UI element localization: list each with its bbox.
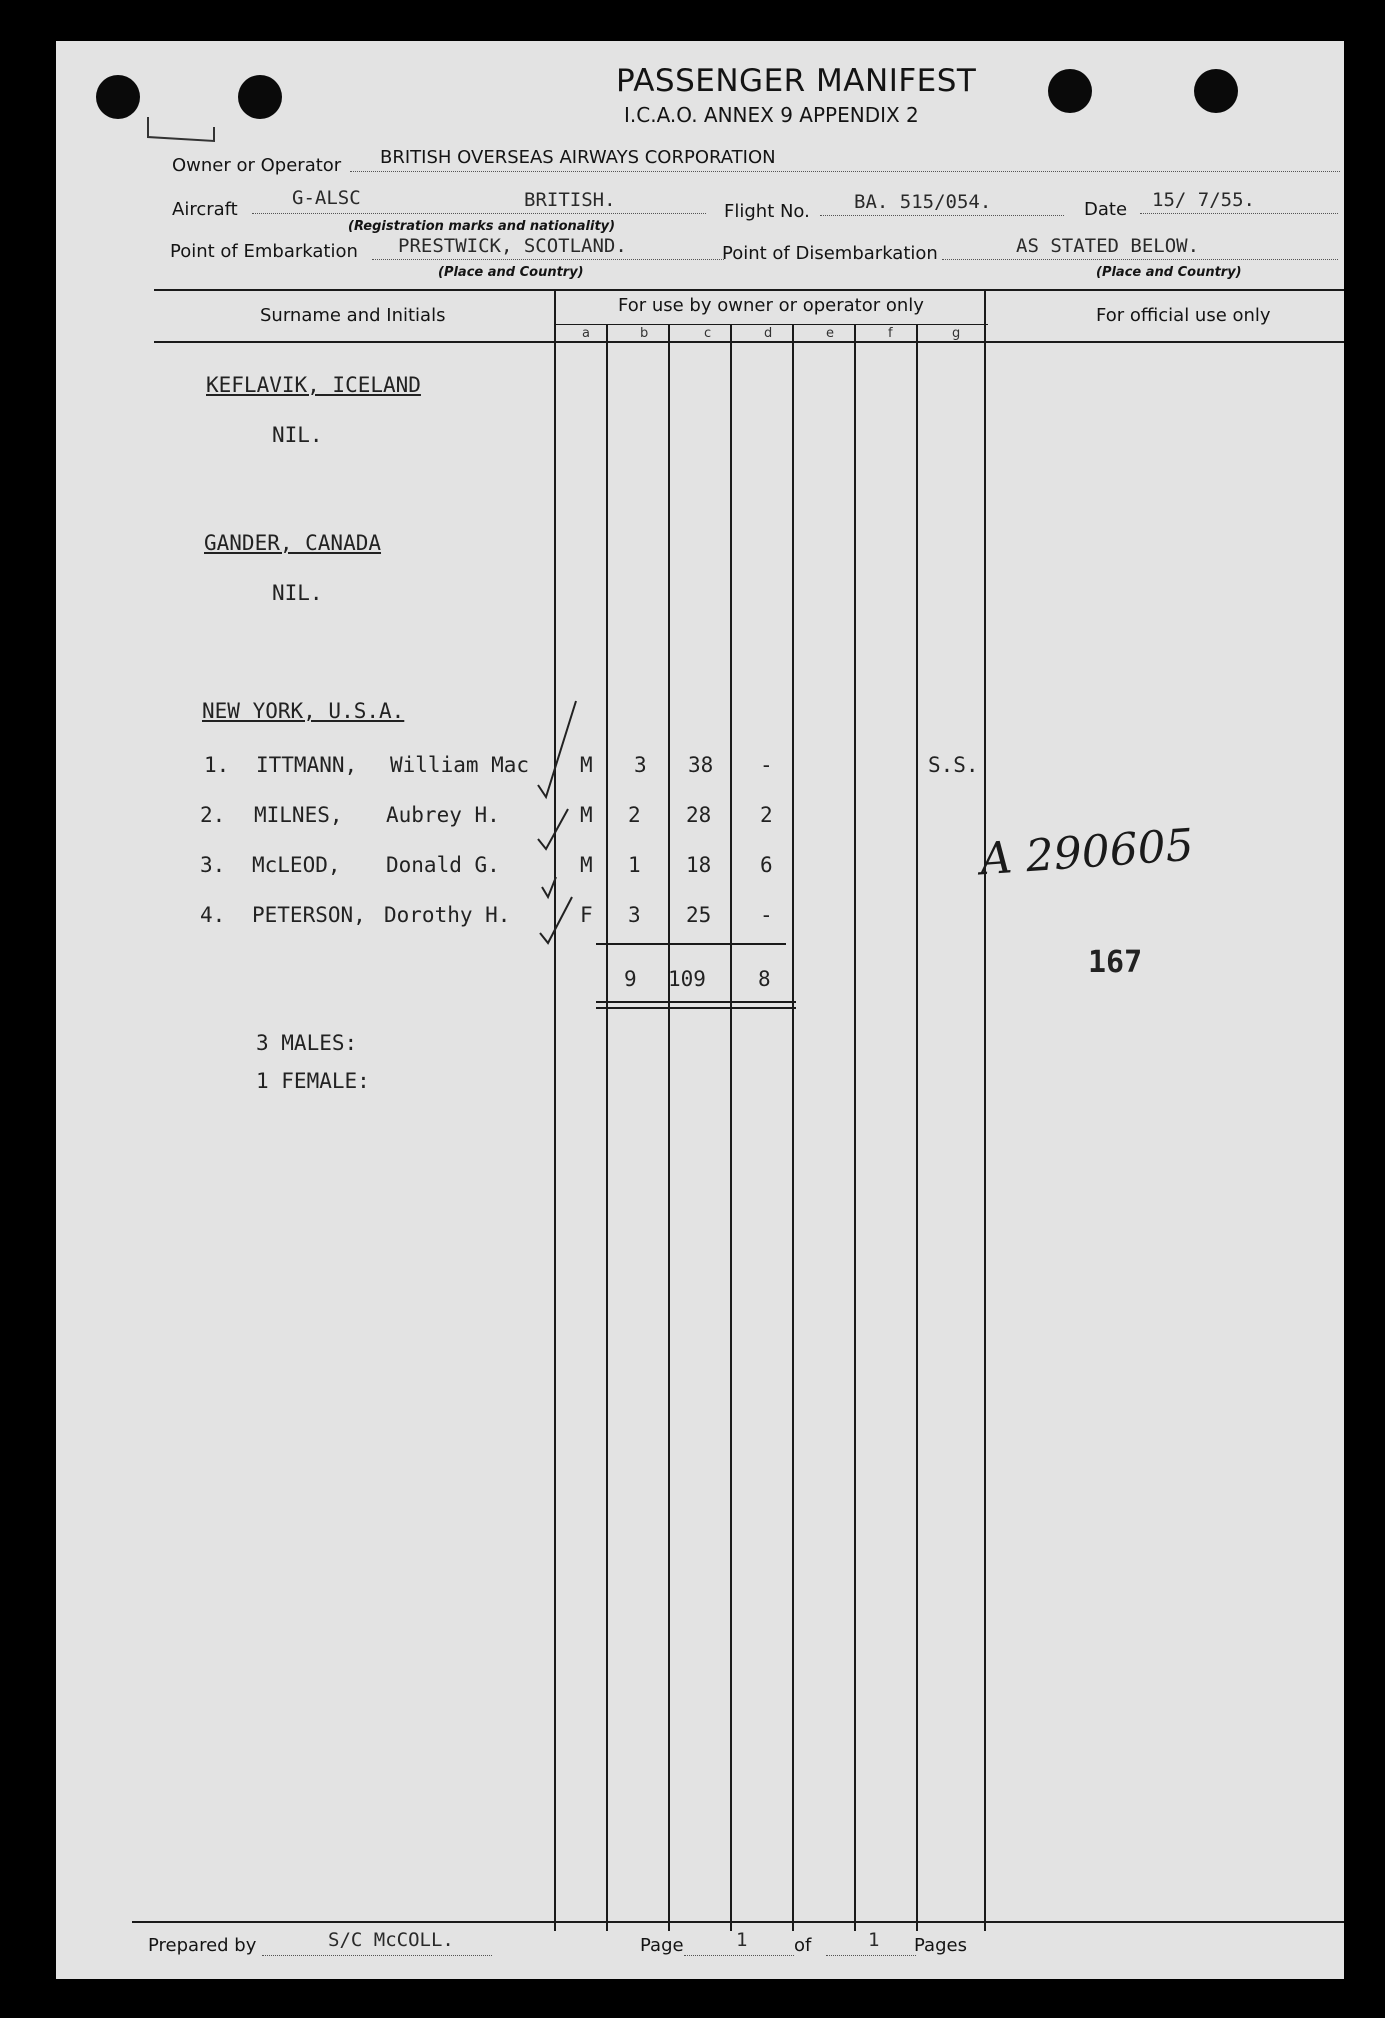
passenger-col-b: 3 (634, 753, 647, 777)
passenger-col-c: 28 (686, 803, 712, 827)
owner-dotline (350, 171, 1340, 172)
aircraft-nationality: BRITISH. (524, 189, 616, 211)
passenger-given-name: William Mac (390, 753, 530, 777)
table-header-rule (154, 341, 1344, 343)
section-note: NIL. (272, 581, 323, 605)
passenger-surname: MILNES, (254, 803, 343, 827)
passenger-col-g: S.S. (928, 753, 979, 777)
passenger-surname: ITTMANN, (256, 753, 358, 777)
total-col-d: 8 (758, 967, 771, 991)
prepared-by-label: Prepared by (148, 1935, 257, 1956)
column-rule (792, 324, 794, 1931)
column-rule (606, 324, 608, 1931)
punch-hole-icon (96, 75, 140, 119)
passenger-col-b: 2 (628, 803, 641, 827)
official-handwritten-number: A 290605 (978, 819, 1196, 886)
owner-use-header: For use by owner or operator only (618, 295, 924, 316)
flight-label: Flight No. (724, 201, 810, 222)
page-number: 1 (736, 1929, 748, 1951)
official-use-header: For official use only (1096, 305, 1271, 326)
passenger-surname: PETERSON, (252, 903, 366, 927)
passenger-col-d: - (760, 903, 773, 927)
date-dotline (1140, 213, 1338, 214)
passenger-col-c: 38 (688, 753, 714, 777)
disembarkation-dotline (942, 259, 1338, 260)
passenger-col-b: 3 (628, 903, 641, 927)
column-letter-b: b (640, 326, 649, 341)
embarkation-note: (Place and Country) (438, 265, 584, 280)
disembarkation-value: AS STATED BELOW. (1016, 235, 1200, 257)
column-letter-g: g (952, 326, 961, 341)
prepared-by-dotline (262, 1955, 492, 1956)
column-letter-d: d (764, 326, 773, 341)
section-place: NEW YORK, U.S.A. (202, 699, 405, 723)
passenger-sex: M (580, 803, 593, 827)
column-rule (730, 324, 732, 1931)
column-rule (668, 324, 670, 1931)
pages-label: Pages (914, 1935, 967, 1956)
section-note: NIL. (272, 423, 323, 447)
passenger-sex: M (580, 853, 593, 877)
page-label: Page (640, 1935, 684, 1956)
checkmark-icon (536, 697, 596, 947)
of-label: of (794, 1935, 812, 1956)
table-top-rule (154, 289, 1344, 291)
column-rule (916, 324, 918, 1931)
column-letter-a: a (582, 326, 590, 341)
passenger-number: 1. (204, 753, 230, 777)
disembarkation-note: (Place and Country) (1096, 265, 1242, 280)
passenger-col-b: 1 (628, 853, 641, 877)
footer-rule (132, 1921, 1344, 1923)
passenger-col-d: 6 (760, 853, 773, 877)
flight-dotline (820, 215, 1064, 216)
surname-header: Surname and Initials (260, 305, 446, 326)
embarkation-dotline (372, 259, 724, 260)
page-total-dotline (826, 1955, 916, 1956)
passenger-col-d: - (760, 753, 773, 777)
passenger-surname: McLEOD, (252, 853, 341, 877)
page-dotline (684, 1955, 794, 1956)
column-rule (984, 291, 986, 1931)
official-stamp-number: 167 (1088, 945, 1143, 980)
column-rule (554, 291, 556, 1931)
aircraft-note: (Registration marks and nationality) (348, 219, 616, 234)
column-letter-c: c (704, 326, 712, 341)
column-rule (854, 324, 856, 1931)
punch-hole-icon (1048, 69, 1092, 113)
passenger-col-c: 18 (686, 853, 712, 877)
totals-double-rule (596, 1007, 796, 1009)
totals-top-rule (596, 943, 786, 945)
date-value: 15/ 7/55. (1152, 189, 1255, 211)
total-col-c: 109 (668, 967, 706, 991)
column-letter-rule (556, 324, 988, 325)
total-col-b: 9 (624, 967, 637, 991)
summary-females: 1 FEMALE: (256, 1069, 370, 1093)
staple-mark-icon (144, 111, 224, 151)
flight-value: BA. 515/054. (854, 191, 992, 213)
passenger-number: 3. (200, 853, 226, 877)
section-place: GANDER, CANADA (204, 531, 382, 555)
passenger-given-name: Dorothy H. (384, 903, 511, 927)
column-letter-f: f (888, 326, 893, 341)
prepared-by-value: S/C McCOLL. (328, 1929, 454, 1951)
passenger-sex: F (580, 903, 593, 927)
page-subtitle: I.C.A.O. ANNEX 9 APPENDIX 2 (624, 103, 919, 127)
summary-males: 3 MALES: (256, 1031, 358, 1055)
manifest-page (56, 41, 1344, 1979)
passenger-number: 2. (200, 803, 226, 827)
owner-label: Owner or Operator (172, 155, 342, 176)
passenger-number: 4. (200, 903, 226, 927)
passenger-sex: M (580, 753, 593, 777)
passenger-col-d: 2 (760, 803, 773, 827)
passenger-given-name: Donald G. (386, 853, 500, 877)
totals-double-rule (596, 1001, 796, 1003)
page-title: PASSENGER MANIFEST (616, 63, 977, 99)
disembarkation-label: Point of Disembarkation (722, 243, 938, 264)
embarkation-value: PRESTWICK, SCOTLAND. (398, 235, 627, 257)
date-label: Date (1084, 199, 1128, 220)
aircraft-dotline (252, 213, 706, 214)
punch-hole-icon (238, 75, 282, 119)
passenger-given-name: Aubrey H. (386, 803, 500, 827)
aircraft-registration: G-ALSC (292, 187, 361, 209)
passenger-col-c: 25 (686, 903, 712, 927)
section-place: KEFLAVIK, ICELAND (206, 373, 421, 397)
aircraft-label: Aircraft (172, 199, 238, 220)
embarkation-label: Point of Embarkation (170, 241, 358, 262)
owner-value: BRITISH OVERSEAS AIRWAYS CORPORATION (380, 147, 776, 168)
column-letter-e: e (826, 326, 834, 341)
page-total: 1 (868, 1929, 880, 1951)
punch-hole-icon (1194, 69, 1238, 113)
